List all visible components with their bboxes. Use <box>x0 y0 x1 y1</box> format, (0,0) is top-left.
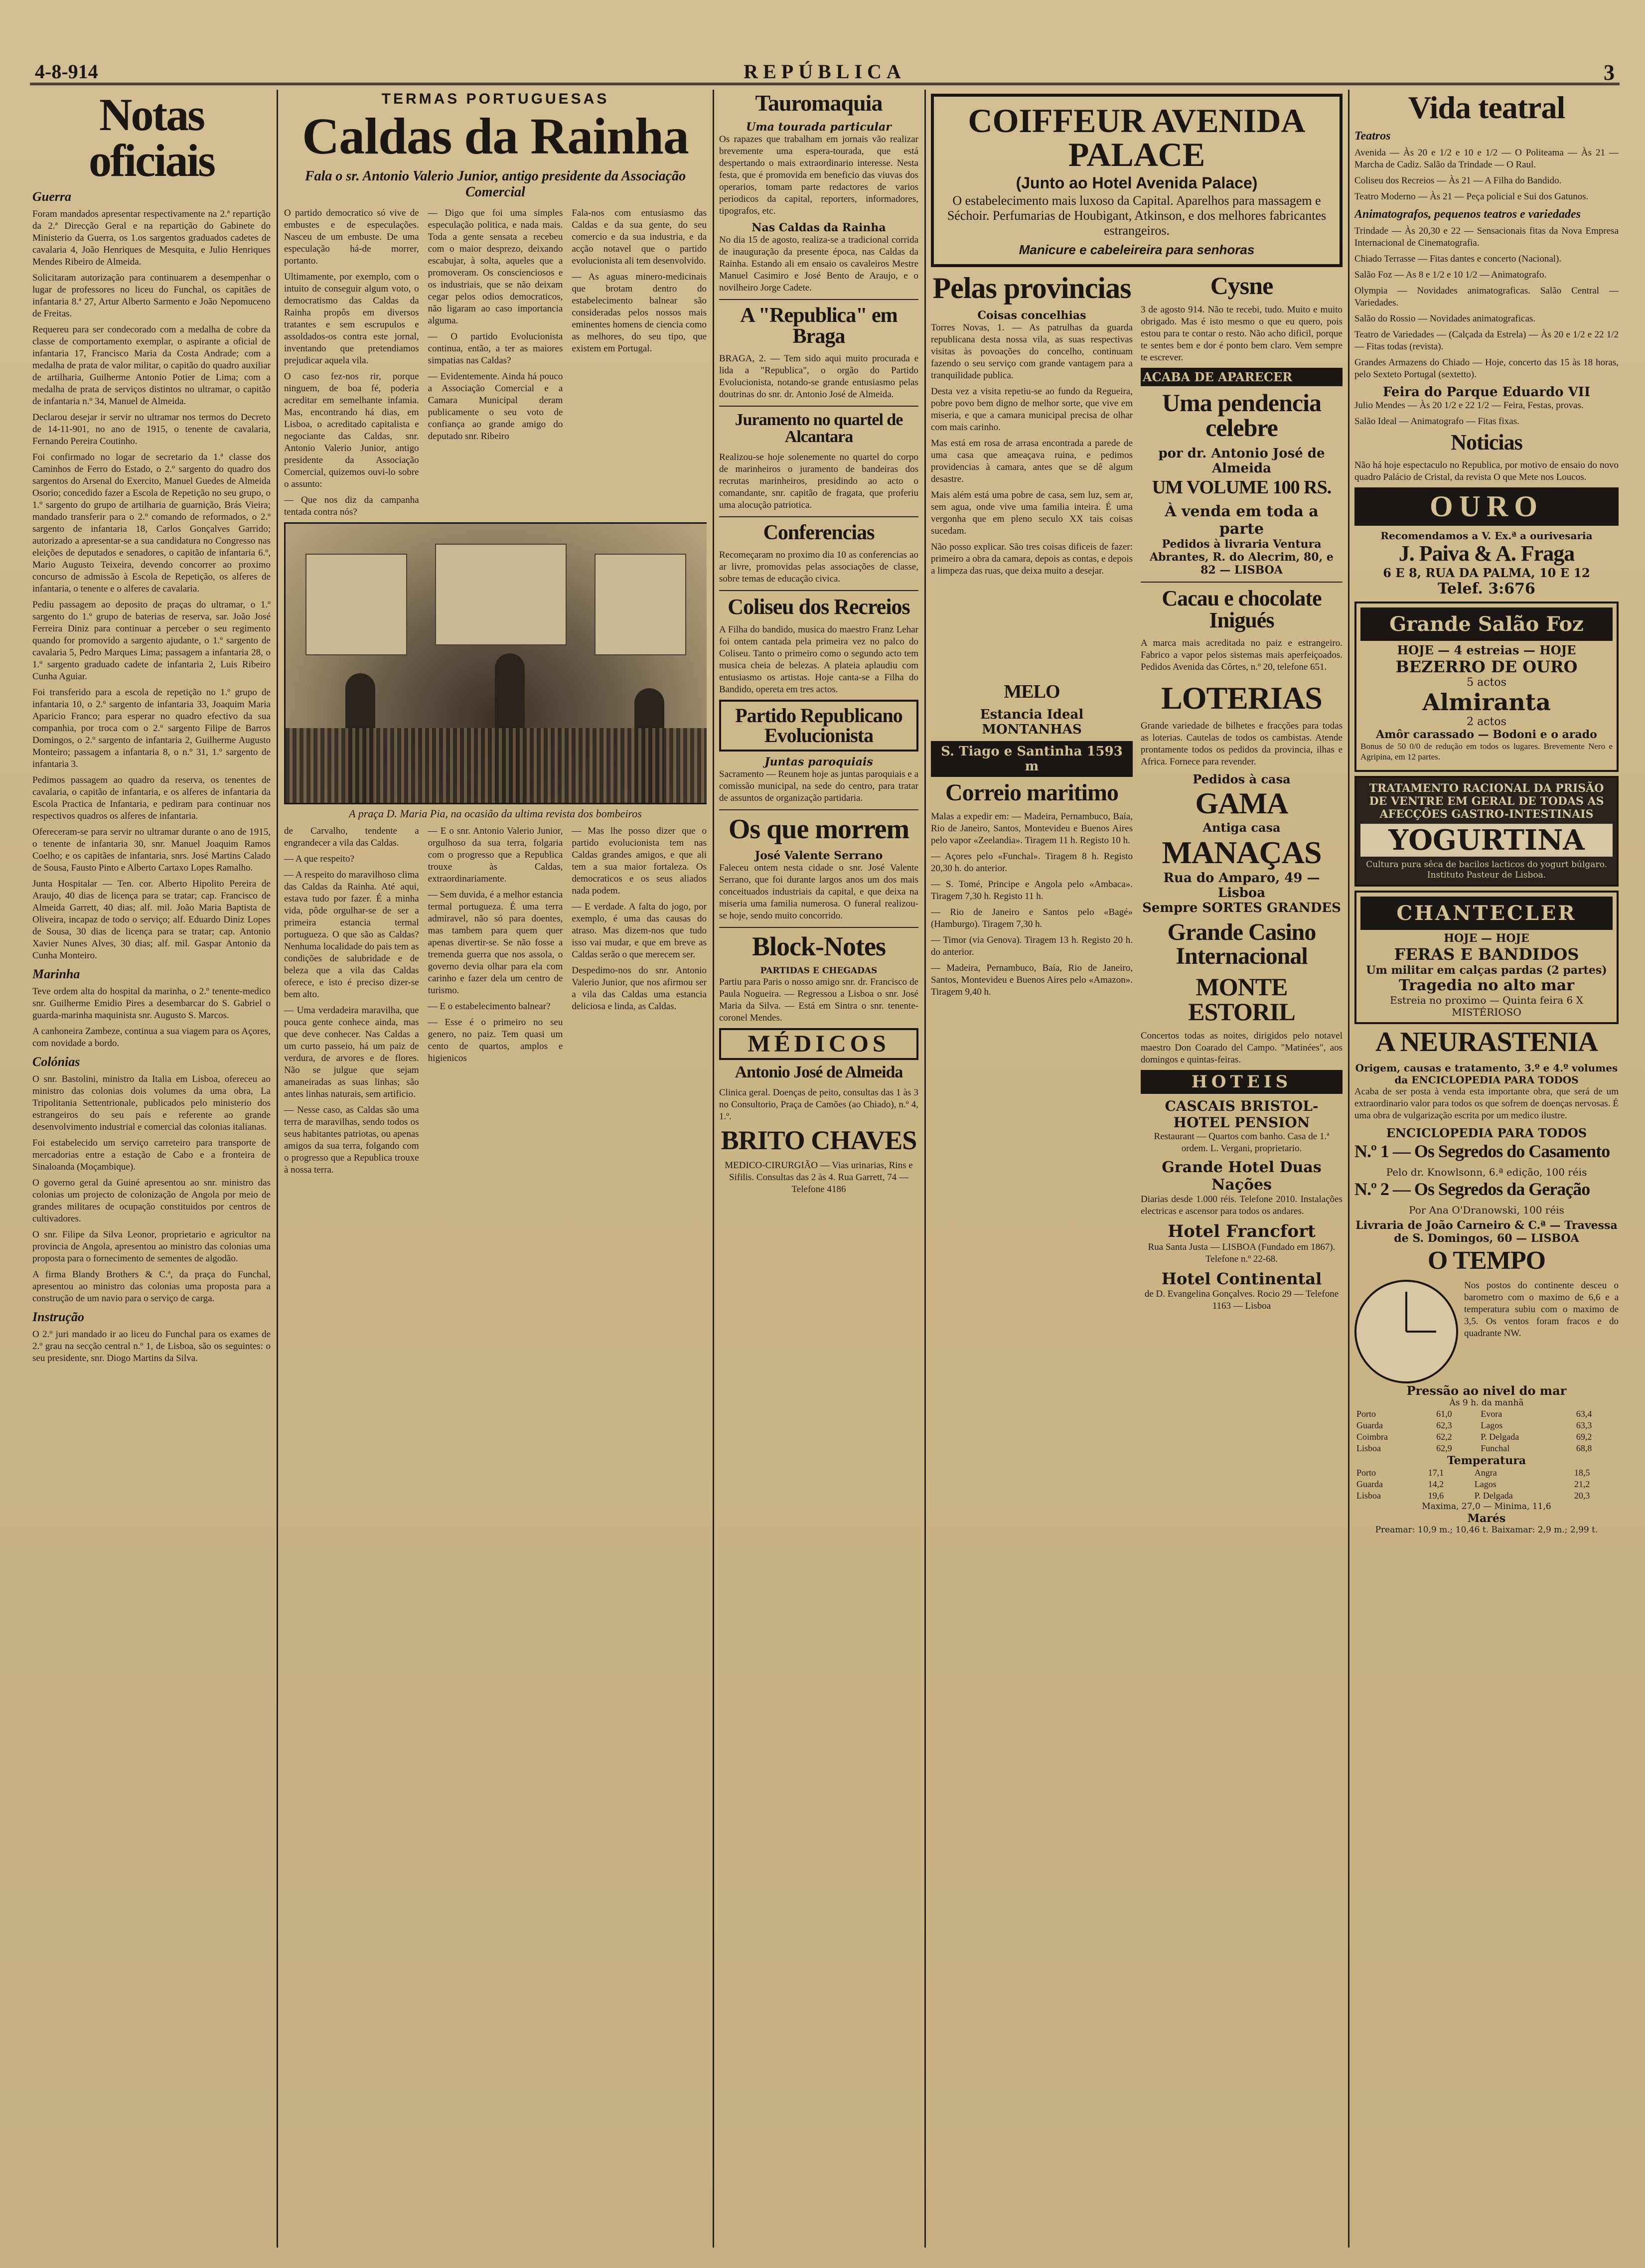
column-rule <box>1348 90 1349 2248</box>
tides-title: Marés <box>1467 1512 1506 1525</box>
table-cell: P. Delgada <box>1474 1491 1513 1501</box>
ouro-title: OURO <box>1430 490 1543 523</box>
ad-subtitle: (Junto ao Hotel Avenida Palace) <box>1016 174 1258 192</box>
article-subcolumn <box>572 825 707 1180</box>
section-title: A "Republica" em Braga <box>740 304 897 348</box>
listing: Julio Mendes — Às 20 1/2 e 22 1/2 — Feira, Festas, provas. <box>1354 400 1584 411</box>
praca-photograph <box>284 522 707 804</box>
hotel-name: Hotel Continental <box>1161 1269 1322 1288</box>
table-cell: Lagos <box>1481 1420 1503 1430</box>
party-notice-box <box>719 700 918 752</box>
chant-film: Tragedia no alto mar <box>1398 977 1575 994</box>
column-rule <box>277 90 278 2248</box>
paragraph: Requereu para ser condecorado com a medalha de cobre da classe de comportamento exemplar, o aspirante a oficial de infantaria 17, Francisco Maria da Costa Andrade; com a medalha de prata de valor militar, o capitão do quadro auxiliar de artilharia, Guilherme Antonio Potier de Lima; com a medalha de prata de serviços distintos no ultramar, o capitão de infantaria n.º 34, Manuel de Almeida. <box>32 324 271 407</box>
paragraph: Pediu passagem ao deposito de praças do ultramar, o 1.º sargento do 1.º grupo de baterias de reserva, sar. João José Ferreira Diniz para continuar a perceber o seu regimento quando for promovido a sargento ajudante, o 1.º sargento de cavalaria 5, Pedro Marques Lima; passagem a infantaria 28, o 1.º sargento graduado cadete de infantaria 2, Luis Ribeiro Cunha Aguiar. <box>32 600 271 682</box>
article-title: Caldas da Rainha <box>302 108 689 165</box>
table-row <box>1354 1420 1619 1431</box>
masthead-name: REPÚBLICA <box>744 60 906 83</box>
listing: Avenida — Às 20 e 1/2 e 10 e 1/2 — O Politeama — Às 21 — Marcha de Cadiz. Salão da Trindade — O Raul. <box>1354 148 1619 170</box>
neurasthenia-title: A NEURASTENIA <box>1375 1027 1598 1058</box>
divider <box>1141 582 1343 583</box>
section-title: Notas oficiais <box>89 90 214 186</box>
table-cell: 69,2 <box>1576 1432 1592 1442</box>
paragraph: — Timor (via Genova). Tiragem 13 h. Registo 20 h. do anterior. <box>931 935 1133 957</box>
coiffeur-ad <box>931 94 1343 267</box>
doctor-name: BRITO CHAVES <box>721 1125 917 1155</box>
paragraph: Bonus de 50 0/0 de redução em todos os lugares. Brevemente Nero e Agripina, em 12 partes. <box>1360 742 1613 761</box>
listing: Salão Foz — As 8 e 1/2 e 10 1/2 — Animatografo. <box>1354 270 1547 280</box>
paragraph: A canhoneira Zambeze, continua a sua viagem para os Açores, com novidade a bordo. <box>32 1026 271 1049</box>
foz-line: HOJE — 4 estreias — HOJE <box>1397 643 1576 657</box>
paragraph: de D. Evangelina Gonçalves. Rocio 29 — Telefone 1163 — Lisboa <box>1144 1289 1339 1311</box>
barometer-dial-icon <box>1354 1280 1458 1383</box>
paragraph: — Digo que foi uma simples especulação politica, e nada mais. Toda a gente sensata a recebeu com o maior desprezo, deixando escabujar, à solta, aqueles que a promoveram. Os conscienciosos e os industriais, que se não deixam cegar pelos odios democraticos, não ligaram ao caso importancia alguma. <box>428 208 563 326</box>
subsection-title: Teatros <box>1354 130 1391 143</box>
table-cell: Evora <box>1481 1409 1502 1419</box>
paragraph: — A que respeito? <box>284 854 354 864</box>
announcement-banner: ACABA DE APARECER <box>1141 368 1343 386</box>
book-title: Uma pendencia celebre <box>1162 389 1321 442</box>
paragraph: Mas está em rosa de arrasa encontrada a parede de uma casa que ameaçava ruina, e pedimos providencias à camara, antes que se dê algum desastre. <box>931 438 1133 484</box>
table-cell: 63,4 <box>1576 1409 1592 1419</box>
paragraph: Concertos todas as noites, dirigidos pelo notavel maestro Don Coarado del Campo. "Matinées", aos domingos e quintas-feiras. <box>1141 1031 1343 1065</box>
photo-building <box>595 554 686 655</box>
paragraph: — E o estabelecimento balnear? <box>428 1001 551 1012</box>
page-header <box>30 60 1620 85</box>
ads-subcolumn <box>1141 271 1343 677</box>
listing: Trindade — Às 20,30 e 22 — Sensacionais fitas da Nova Empresa Internacional de Cinematografia. <box>1354 226 1619 248</box>
section-title: Tauromaquia <box>755 90 883 116</box>
paragraph: — Madeira, Pernambuco, Baía, Rio de Janeiro, Santos, Montevideu e Buenos Aires pelo «Amazon». Tiragem 9,40 h. <box>931 963 1133 997</box>
book-sale: À venda em toda a parte <box>1165 503 1319 538</box>
table-cell: Guarda <box>1356 1479 1383 1489</box>
lottery-title: LOTERIAS <box>1161 680 1322 716</box>
tides-text: Preamar: 10,9 m.; 10,46 t. Baixamar: 2,9 m.; 2,99 t. <box>1375 1525 1598 1535</box>
subsection-title: Guerra <box>32 189 72 204</box>
temperature-title: Temperatura <box>1447 1454 1526 1467</box>
paragraph: — As aguas minero-medicinais que brotam dentro do estabelecimento balnear são consideradas pelos nossos mais eminentes homens de ciencia como as melhores, do seu tipo, que existem em Portugal. <box>572 272 707 354</box>
paragraph: O 2.º juri mandado ir ao liceu do Funchal para os exames de 2.º grau na secção central n.º 1, de Lisboa, são os seguintes: o seu presidente, snr. Diogo Martins da Silva. <box>32 1329 271 1363</box>
ouro-text: Recomendamos a V. Ex.ª a ourivesaria <box>1380 530 1593 542</box>
lottery-ask: Pedidos à casa <box>1193 772 1291 786</box>
ad-title: COIFFEUR AVENIDA PALACE <box>968 102 1306 173</box>
temperature-footer: Maxima, 27,0 — Minima, 11,6 <box>1422 1502 1551 1512</box>
hotel-name: Hotel Francfort <box>1168 1221 1316 1241</box>
photo-building <box>305 554 407 655</box>
section-title: MÉDICOS <box>748 1031 890 1057</box>
paragraph: Faleceu ontem nesta cidade o snr. José Valente Serrano, que foi durante largos anos um dos mais conceituados industriais da capital, e que deixa na miseria uma familia numerosa. O funeral realizou-se hoje, sendo muito concorrido. <box>719 863 918 921</box>
table-cell: Lagos <box>1474 1479 1496 1489</box>
table-row <box>1354 1431 1619 1443</box>
divider <box>719 516 918 517</box>
paragraph: MEDICO-CIRURGIÃO — Vias urinarias, Rins e Sifilis. Consultas das 2 às 4. Rua Garrett, 74 — Telefone 4186 <box>725 1160 913 1195</box>
lower-ads-row <box>931 680 1343 1316</box>
table-row <box>1354 1479 1619 1490</box>
hotels-banner: HOTEIS <box>1141 1070 1343 1094</box>
manacas-footer: Sempre SORTES GRANDES <box>1142 901 1341 915</box>
chant-film: FERAS E BANDIDOS <box>1394 945 1579 964</box>
divider <box>719 927 918 928</box>
paragraph: O partido democratico só vive de embustes e de especulações. Nasceu de um embuste. De uma especulação há-de morrer, portanto. <box>284 208 419 266</box>
section-title: Partido Republicano Evolucionista <box>735 704 902 747</box>
article-columns-bottom <box>284 825 707 1180</box>
paragraph: — Que nos diz da campanha tentada contra nós? <box>284 495 419 517</box>
foz-title: Grande Salão Foz <box>1360 607 1613 641</box>
listing: Teatro de Variedades — (Calçada da Estrela) — Às 20 e 1/2 e 22 1/2 — Fitas todas (revista). <box>1354 329 1619 352</box>
ouro-phone: Telef. 3:676 <box>1438 580 1535 598</box>
article-kicker: TERMAS PORTUGUESAS <box>381 91 609 107</box>
paragraph: BRAGA, 2. — Tem sido aqui muito procurada e lida a "Republica", o orgão do Partido Evolucionista, notando-se grande entusiasmo pelas doutrinas do snr. dr. Antonio José de Almeida. <box>719 353 918 400</box>
subsection-title: Animatografos, pequenos teatros e variedades <box>1354 208 1581 221</box>
paragraph: Mais além está uma pobre de casa, sem luz, sem ar, sem agua, onde vive uma familia inteira. É uma vergonha que em pleno seculo XX tais coisas sucedam. <box>931 490 1133 536</box>
article-deck: Fala o sr. Antonio Valerio Junior, antigo presidente da Associação Comercial <box>304 168 686 200</box>
chant-sub: Um militar em calças pardas (2 partes) <box>1366 964 1607 977</box>
divider <box>719 590 918 591</box>
melo-footer: S. Tiago e Santinha 1593 m <box>931 741 1133 777</box>
gama-sub: Antiga casa <box>1202 820 1281 835</box>
paragraph: — Açores pelo «Funchal». Tiragem 8 h. Registo 20,30 h. do anterior. <box>931 851 1133 874</box>
table-cell: 14,2 <box>1428 1479 1444 1489</box>
table-cell: Funchal <box>1481 1443 1510 1453</box>
column-provinces-ads <box>931 90 1343 2248</box>
yogurtina-ad <box>1354 776 1619 887</box>
table-cell: Lisboa <box>1356 1443 1381 1453</box>
paragraph: — Uma verdadeira maravilha, que pouca gente conhece ainda, mas que deve conhecer. Nas Caldas a um curto passeio, há um paiz de verdura, de arvores e de flores. Não se julgue que sejam amaneiradas as suas linhas; são antes linhas naturais, sem artificio. <box>284 1005 419 1099</box>
issue-date: 4-8-914 <box>35 60 98 83</box>
book-price: UM VOLUME 100 RS. <box>1152 477 1332 498</box>
table-row <box>1354 1490 1619 1502</box>
enc-volume: N.º 1 — Os Segredos do Casamento <box>1354 1141 1610 1161</box>
melo-subtitle: Estancia Ideal MONTANHAS <box>980 707 1084 737</box>
chantecler-ad <box>1354 891 1619 1024</box>
section-title: Vida teatral <box>1408 90 1565 125</box>
paragraph: — Rio de Janeiro e Santos pelo «Bagé» (Hamburgo). Tiragem 7,30 h. <box>931 907 1133 929</box>
ad-body: O estabelecimento mais luxoso da Capital. Aparelhos para massagem e Séchoir. Perfumarias de Houbigant, Atkinson, e dos melhores fabricantes estrangeiros. <box>947 193 1327 238</box>
paragraph: Foi estabelecido um serviço carreteiro para transporte de mercadorias entre a estação de Cabo e a fronteira de Sinaloanda (Moçambique). <box>32 1138 271 1172</box>
chant-title: CHANTECLER <box>1360 897 1613 930</box>
section-title: Os que morrem <box>728 814 909 845</box>
paragraph: Partiu para Paris o nosso amigo snr. dr. Francisco de Paula Nogueira. — Regressou a Lisboa o snr. José Maria da Silva. — Está em Sintra o snr. tenente-coronel Mendes. <box>719 977 918 1023</box>
subsection-title: José Valente Serrano <box>754 849 883 862</box>
lower-right-ads <box>1141 680 1343 1316</box>
enc-volume: N.º 2 — Os Segredos da Geração <box>1354 1179 1590 1199</box>
article-subcolumn <box>572 207 707 522</box>
paragraph: Malas a expedir em: — Madeira, Pernambuco, Baía, Rio de Janeiro, Santos, Montevideu e Buenos Aires pelo vapor «Zeelandia». Tiragem 11 h. Registo 10 h. <box>931 811 1133 846</box>
subsection-title: Uma tourada particular <box>746 121 892 134</box>
paragraph: A firma Blandy Brothers & C.ª, da praça do Funchal, apresentou ao ministro das colonias uma proposta para a construção de um navio para o serviço de carga. <box>32 1269 271 1304</box>
column-news <box>719 90 918 2248</box>
foz-footer: Amôr carassado — Bodoni e o arado <box>1376 728 1597 741</box>
table-cell: Lisboa <box>1356 1491 1381 1501</box>
foz-film: Almiranta <box>1422 689 1551 716</box>
paragraph: Junta Hospitalar — Ten. cor. Alberto Hipolito Pereira de Araujo, 40 dias de licença para se tratar; cap. Francisco de Almeida Garrett, 40 dias; alf. mil. João Maria Baptista de Oliveira, incapaz de todo o serviço; alf. Eduardo Diniz Lopes de Sousa, 30 dias de licença para se tratar; cap. Antonio Xavier Nunes Alves, 30 dias; alf. mil. Gaspar Antonio da Cunha Monteiro. <box>32 879 271 961</box>
listing: Teatro Moderno — Às 21 — Peça policial e Sui dos Gatunos. <box>1354 191 1589 202</box>
paragraph: Solicitaram autorização para continuarem a desempenhar o lugar de professores no liceu do Funchal, os capitães de infantaria 8.ª 27, Artur Alberto Sarmento e João Nepomuceno de Freitas. <box>32 273 271 319</box>
table-cell: 20,3 <box>1574 1491 1590 1501</box>
paragraph: Foram mandados apresentar respectivamente na 2.ª repartição da 2.ª Direcção Geral e na repartição do Gabinete do Ministerio da Guerra, os 1.os sargentos graduados cadetes de cavalaria 4, João Henriques de Mesquita, e Julio Henriques Mendes Ribeiro de Almeida. <box>32 209 271 267</box>
column-rule <box>713 90 714 2248</box>
enc-title: ENCICLOPEDIA PARA TODOS <box>1386 1126 1587 1140</box>
subsection-title: Instrução <box>32 1310 85 1324</box>
yog-text: Cultura pura sêca de bacilos lacticos do yogurt búlgaro. Instituto Pasteur de Lisboa. <box>1366 860 1607 880</box>
weather-block <box>1354 1280 1619 1383</box>
table-row <box>1354 1443 1619 1454</box>
foz-film: BEZERRO DE OURO <box>1395 657 1578 676</box>
listing: Coliseu dos Recreios — Às 21 — A Filha do Bandido. <box>1354 175 1562 186</box>
paragraph: Ofereceram-se para servir no ultramar durante o ano de 1915, o tenente de infantaria 30, snr. Manuel Joaquim Ramos Coelho; e os capitães de infantaria, snrs. José Martins Calado de Sousa, Fausto Pinto e Alberto Cartaxo Lopes Ramalho. <box>32 827 271 873</box>
provinces-row <box>931 271 1343 677</box>
manacas-title: MANAÇAS <box>1162 835 1322 870</box>
hotel-name: Grande Hotel Duas Nações <box>1162 1159 1322 1194</box>
paragraph: Desta vez a visita repetiu-se ao fundo da Regueira, pobre povo bem digno de melhor sorte, que vive em miseria, e que a camara municipal precisa de olhar com mais carinho. <box>931 386 1133 433</box>
article-subcolumn <box>284 207 419 522</box>
divider <box>719 809 918 810</box>
table-cell: 61,0 <box>1436 1409 1452 1419</box>
article-subcolumn <box>428 825 563 1180</box>
paragraph: — O partido Evolucionista continua, então, a ter as maiores simpatias nas Caldas? <box>428 331 563 366</box>
neurasthenia-sub: Origem, causas e tratamento, 3.º e 4.º volumes da ENCICLOPEDIA PARA TODOS <box>1355 1062 1618 1086</box>
paragraph: O snr. Bastolini, ministro da Italia em Lisboa, ofereceu ao ministro das colonias dois volumes da uma obra, La Tripolitania Settentrionale, publicados pelo ministerio dos estrangeiros do seu país e referente ao grande desenvolvimento industrial e comercial das colonias italianas. <box>32 1074 271 1132</box>
table-cell: 62,3 <box>1436 1420 1452 1430</box>
listing-heading: Feira do Parque Eduardo VII <box>1382 385 1591 400</box>
book-author: por dr. Antonio José de Almeida <box>1158 446 1325 476</box>
table-cell: 62,2 <box>1436 1432 1452 1442</box>
listing: Salão Ideal — Animatografo — Fitas fixas. <box>1354 416 1519 427</box>
table-cell: P. Delgada <box>1481 1432 1519 1442</box>
table-cell: 17,1 <box>1428 1468 1444 1478</box>
paragraph: de Carvalho, tendente a engrandecer a vila das Caldas. <box>284 826 419 848</box>
table-row <box>1354 1467 1619 1479</box>
table-cell: 62,9 <box>1436 1443 1452 1453</box>
table-cell: Coimbra <box>1356 1432 1388 1442</box>
column-theatre <box>1354 90 1619 2248</box>
table-row <box>1354 1408 1619 1420</box>
paragraph: Clinica geral. Doenças de peito, consultas das 1 às 3 no Consultorio, Praça de Camões (ao Chiado), n.º 4, 1.º. <box>719 1087 918 1122</box>
listing: Chiado Terrasse — Fitas dantes e concerto (Nacional). <box>1354 254 1562 264</box>
paragraph: Foi transferido para a escola de repetição no 1.º grupo de infantaria 10, o 2.º sargento de infantaria 33, Joaquim Maria Aparicio Franco; para esperar no quadro efectivo da sua companhia, por troca com o 2.º sargento Filipe de Barros Domingos, o 2.º sargento de infantaria 2, Guilherme Augusto Monteiro; passagem a infantaria 8, o n.º 31, 1.º sargento de infantaria 3. <box>32 687 271 769</box>
paragraph: — Esse é o primeiro no seu genero, no paiz. Tem quasi um cento de quartos, amplos e higienicos <box>428 1017 563 1063</box>
paragraph: Sacramento — Reunem hoje as juntas paroquiais e a comissão municipal, na sede do centro, para tratar de assuntos de organização partidaria. <box>719 769 918 803</box>
table-cell: Guarda <box>1356 1420 1383 1430</box>
listing: Olympia — Novidades animatograficas. Salão Central — Variedades. <box>1354 286 1619 308</box>
ouro-name: J. Paiva & A. Fraga <box>1398 541 1575 566</box>
section-title: Conferencias <box>763 521 875 544</box>
section-title: O TEMPO <box>1427 1246 1546 1275</box>
enc-footer: Livraria de João Carneiro & C.ª — Travessa de S. Domingos, 60 — LISBOA <box>1355 1219 1618 1245</box>
paragraph: Pedimos passagem ao quadro da reserva, os tenentes de cavalaria, o capitão de infantaria, e os alferes de infantaria da Escola Practica de Infantaria, e pediram para continuar nos respectivos quadros os alferes de infantaria. <box>32 775 271 821</box>
article-columns-top <box>284 207 707 522</box>
lower-left-ads <box>931 680 1133 1316</box>
enc-volume-info: Pelo dr. Knowlsonn, 6.ª edição, 100 réis <box>1386 1166 1587 1178</box>
paragraph: O snr. Filipe da Silva Leonor, proprietario e agricultor na provincia de Angola, apresentou ao ministro das colonias uma proposta para o fornecimento de sementes de algodão. <box>32 1229 271 1264</box>
paragraph: No dia 15 de agosto, realiza-se a tradicional corrida de inauguração da presente época, nas Caldas da Rainha. Estando ali em ensaio os cavaleiros Mestre Manuel Casimiro e José Bento de Araujo, e o novilheiro Jorge Cadete. <box>719 235 918 293</box>
paragraph: Teve ordem alta do hospital da marinha, o 2.º tenente-medico snr. Guilherme Emidio Pires a desembarcar do S. Gabriel o guarda-marinha maquinista snr. Augusto S. Marcos. <box>32 986 271 1021</box>
page-number: 3 <box>1604 60 1615 85</box>
ouro-address: 6 E 8, RUA DA PALMA, 10 E 12 <box>1383 566 1590 580</box>
paragraph: — Nesse caso, as Caldas são uma terra de maravilhas, sendo todos os seus habitantes patriotas, ou apenas amigos da sua terra, folgando com o progresso que a Republica trouxe à nossa terra. <box>284 1105 419 1175</box>
photo-caption: A praça D. Maria Pia, na ocasião da ultima revista dos bombeiros <box>349 807 642 820</box>
paragraph: A marca mais acreditada no paiz e estrangeiro. Fabrico a vapor pelos sistemas mais aperfeiçoados. Pedidos Avenida das Côrtes, n.º 20, telefone 651. <box>1141 638 1343 672</box>
ad-footer: Manicure e cabeleireira para senhoras <box>1019 242 1255 257</box>
subsection-title: Colónias <box>32 1055 80 1069</box>
pressure-sub: Às 9 h. da manhã <box>1449 1398 1524 1408</box>
paragraph: Grande variedade de bilhetes e fracções para todas as loterias. Cautelas de todos os cambistas. Atende prontamente todos os pedidos da provincia, ilhas e Africa. Fornece para revender. <box>1141 721 1343 767</box>
paragraph: Nos postos do continente desceu o barometro com o maximo de 6,6 e a temperatura subiu com o maximo de 3,5. Os ventos foram fracos e do quadrante NW. <box>1464 1280 1619 1339</box>
hotel-name: CASCAIS BRISTOL-HOTEL PENSION <box>1165 1098 1319 1131</box>
paragraph: Os rapazes que trabalham em jornais vão realizar brevemente uma espera-tourada, que está despertando o mais extraordinario interesse. Nesta festa, que é promovida em beneficio das viuvas dos operarios, tomam parte redactores de varios periodicos da capital, reporters, informadores, tipografos, etc. <box>719 134 918 216</box>
section-title: Pelas provincias <box>932 272 1131 304</box>
subsection-title: PARTIDAS E CHEGADAS <box>760 966 878 976</box>
table-cell: Porto <box>1356 1468 1376 1478</box>
table-cell: 68,8 <box>1576 1443 1592 1453</box>
paragraph: Acaba de ser posta à venda esta importante obra, que será de um extraordinario valor para todos os que sofrem de doenças nervosas. É uma obra de vulgarização escrita por um medico ilustre. <box>1354 1086 1619 1121</box>
foz-ad <box>1354 602 1619 772</box>
foz-acts: 2 actos <box>1467 716 1506 728</box>
paragraph: A Filha do bandido, musica do maestro Franz Lehar foi ontem cantada pela primeira vez no palco do Coliseu. Tanto o primeiro como o segundo acto tem musica cheia de belezas. A plateia aplaudiu com entusiasmo os artistas. Hoje canta-se a Filha do Bandido, opereta em tres actos. <box>719 624 918 695</box>
manacas-address: Rua do Amparo, 49 — Lisboa <box>1163 871 1320 901</box>
section-title: Coliseu dos Recreios <box>728 595 910 619</box>
table-cell: 19,6 <box>1428 1491 1444 1501</box>
divider <box>719 299 918 300</box>
paragraph: Ultimamente, por exemplo, com o intuito de conseguir algum voto, o democratismo das Caldas da Rainha propôs em diversos tratantes e sem escrupulos e assoldados-os contra este jornal, inventando que pretendiamos prejudicar aquela vila. <box>284 272 419 366</box>
doctor-name: Antonio José de Almeida <box>735 1063 903 1081</box>
paragraph: Não há hoje espectaculo no Republica, por motivo de ensaio do novo quadro Palácio de Cristal, da revista O que Mete nos Loucos. <box>1354 460 1619 482</box>
paragraph: Diarias desde 1.000 réis. Telefone 2010. Instalações electricas e ascensor para todos os andares. <box>1141 1194 1343 1216</box>
cacau-title: Cacau e chocolate Inigués <box>1162 586 1322 632</box>
paragraph: O caso fez-nos rir, porque ninguem, de boa fé, poderia acreditar em semelhante infamia. Mas, encontrando há dias, em Lisboa, o acreditado capitalista e negociante das Caldas, snr. Antonio Valerio Junior, antigo presidente da Associação Comercial, quizemos ouvi-lo sobre o assunto: <box>284 371 419 489</box>
chant-line: HOJE — HOJE <box>1444 932 1529 945</box>
table-cell: 63,3 <box>1576 1420 1592 1430</box>
chant-footer: Estreia no proximo — Quinta feira 6 X MISTÉRIOSO <box>1390 994 1583 1018</box>
section-title: Juramento no quartel de Alcantara <box>735 411 903 446</box>
section-title: Correio maritimo <box>945 779 1118 806</box>
temperature-table <box>1354 1467 1619 1502</box>
table-cell: Porto <box>1356 1409 1376 1419</box>
book-where: Pedidos à livraria Ventura Abrantes, R. do Alecrim, 80, e 82 — LISBOA <box>1150 538 1334 577</box>
melo-title: MELO <box>1004 681 1060 702</box>
column-official-notes <box>32 90 271 2248</box>
paragraph: 3 de agosto 914. Não te recebi, tudo. Muito e muito obrigado. Mas é isto mesmo o que eu quero, pois estou para te contar o resto. Não acho dificil, porque te sentes bem e dor é ponto bem claro. Vem sempre te escrever. <box>1141 304 1343 363</box>
paragraph: Não posso explicar. São tres coisas dificeis de fazer: primeiro a obra da camara, depois as contas, e depois a limpeza das ruas, que deixa muito a desejar. <box>931 542 1133 576</box>
paragraph: — Sem duvida, é a melhor estancia termal portugueza. É uma terra admiravel, não só para doentes, mas tambem para quem quer apenas divertir-se. Se não fosse a tremenda guerra que nos assola, o governo devia olhar para ela com carinho e fazer dela um centro de turismo. <box>428 890 563 996</box>
paragraph: — A respeito do maravilhoso clima das Caldas da Rainha. Até aqui, estava tudo por fazer. É a minha vida, pôde orgulhar-se de ser a primeira estancia termal portugueza. O que são as Caldas? Nenhuma localidade do pais tem as condições de salubridade e de beleza que a vila das Caldas oferece, e isto é preciso dizer-se bem alto. <box>284 870 419 1000</box>
column-rule <box>924 90 926 2248</box>
listing: Salão do Rossio — Novidades animatograficas. <box>1354 313 1536 324</box>
enc-volume-info: Por Ana O'Dranowski, 100 réis <box>1409 1204 1564 1216</box>
yog-title: TRATAMENTO RACIONAL DA PRISÃO DE VENTRE EM GERAL DE TODAS AS AFECÇÕES GASTRO-INTESTINAIS <box>1369 782 1604 821</box>
photo-crowd <box>286 728 707 803</box>
pressure-title: Pressão ao nivel do mar <box>1406 1383 1567 1398</box>
casino-name: MONTE ESTORIL <box>1188 973 1295 1026</box>
paragraph: O governo geral da Guiné apresentou ao snr. ministro das colonias um projecto de colonização de Angola por meio de grandes militares de ocupação constituidos por centros de cultivadores. <box>32 1178 271 1224</box>
medicos-banner <box>719 1028 918 1060</box>
yog-name: YOGURTINA <box>1360 824 1613 857</box>
paragraph: — E verdade. A falta do jogo, por exemplo, é uma das causas do atraso. Mas dizem-nos que tudo isso vai mudar, e que em breve as Caldas serão o que merecem ser. <box>572 902 707 960</box>
ouro-banner <box>1354 487 1619 526</box>
casino-title: Grande Casino Internacional <box>1167 919 1316 969</box>
paragraph: — Evidentemente. Ainda há pouco a Associação Comercial e a Camara Municipal deram publicamente o seu voto de confiança ao grande amigo do deputado snr. Ribeiro <box>428 371 563 442</box>
article-subcolumn <box>428 207 563 522</box>
provinces-subcolumn <box>931 271 1133 677</box>
paragraph: Recomeçaram no proximo dia 10 as conferencias ao ar livre, promovidas pelas associações de classe, sobre temas de educação civica. <box>719 550 918 584</box>
subsection-title: Coisas concelhias <box>977 309 1086 322</box>
section-title: Block-Notes <box>752 931 886 961</box>
foz-acts: 5 actos <box>1467 676 1506 689</box>
pressure-table <box>1354 1408 1619 1454</box>
column-caldas-article <box>284 90 707 2248</box>
table-cell: 21,2 <box>1574 1479 1590 1489</box>
paragraph: Realizou-se hoje solenemente no quartel do corpo de marinheiros o juramento de bandeiras dos recrutas marinheiros, presidindo ao acto o comandante, snr. capitão de fragata, que proferiu uma alocução patriotica. <box>719 452 918 510</box>
paragraph: Restaurant — Quartos com banho. Casa de 1.ª ordem. L. Vergani, proprietario. <box>1154 1131 1330 1154</box>
photo-building <box>435 544 567 645</box>
paragraph: — S. Tomé, Principe e Angola pelo «Ambaca». Tiragem 7,30 h. Registo 11 h. <box>931 879 1133 902</box>
section-title: Noticias <box>1451 430 1522 454</box>
table-cell: Angra <box>1474 1468 1497 1478</box>
paragraph: — Mas lhe posso dizer que o partido evolucionista tem nas Caldas grandes amigos, e que ali tem a sua maior fortaleza. Os democraticos e os seus aliados nada podem. <box>572 826 707 896</box>
paragraph: Declarou desejar ir servir no ultramar nos termos do Decreto de 14-11-901, no ano de 1915, o tenente de cavalaria, Fernando Pereira Coutinho. <box>32 412 271 447</box>
listing: Grandes Armazens do Chiado — Hoje, concerto das 15 às 18 horas, pelo Sexteto Portugal (sextetto). <box>1354 357 1619 380</box>
paragraph: Despedimo-nos do snr. Antonio Valerio Junior, que nos afirmou ser a vila das Caldas uma estancia deliciosa e linda, as Caldas. <box>572 965 707 1012</box>
paragraph: Foi confirmado no logar de secretario da 1.ª classe dos Caminhos de Ferro do Estado, o 2.º sargento do quadro dos sargentos do Arsenal do Exercito, Manuel Guedes de Almeida Osorio; concedido fazer a Escola de Repetição no seu grupo, o 1.º sargento do grupo de artilharia de guarnição, Brás Vieira; mandado transferir para o 2.º comando de reformados, o 2.º sargento de infantaria 18, Carlos Gonçalves Garrido; autorizado a apresentar-se a sua candidatura no Congresso nas eleições de deputados e senadores, o capitão de infantaria 6.º, Mario Augusto Teixeira, devendo concorrer ao proximo concurso de admissão à Escola de Repetição, os alferes de infantaria, o tenente e o alferes de cavalaria. <box>32 452 271 594</box>
paragraph: Torres Novas, 1. — As patrulhas da guarda republicana desta nossa vila, as suas respectivas visitas às povoações do concelho, continuam fazendo o seu serviço com grande vantagem para a tranquilidade publica. <box>931 322 1133 381</box>
subsection-title: Marinha <box>32 967 80 981</box>
paragraph: — E o snr. Antonio Valerio Junior, orgulhoso da sua terra, folgaria com o progresso que a Republica trouxe às Caldas, extraordinariamente. <box>428 826 563 884</box>
gama-title: GAMA <box>1195 787 1288 820</box>
subsection-title: Nas Caldas da Rainha <box>751 221 886 234</box>
paragraph: Rua Santa Justa — LISBOA (Fundado em 1867). Telefone n.º 22-68. <box>1148 1242 1336 1264</box>
table-cell: 18,5 <box>1574 1468 1590 1478</box>
article-subcolumn <box>284 825 419 1180</box>
subsection-title: Juntas paroquiais <box>764 756 873 768</box>
divider <box>719 406 918 407</box>
paragraph: Fala-nos com entusiasmo das Caldas e da sua gente, do seu comercio e da sua industria, e da acção notavel que o partido evolucionista ali tem desenvolvido. <box>572 208 707 266</box>
section-title: Cysne <box>1210 272 1273 300</box>
